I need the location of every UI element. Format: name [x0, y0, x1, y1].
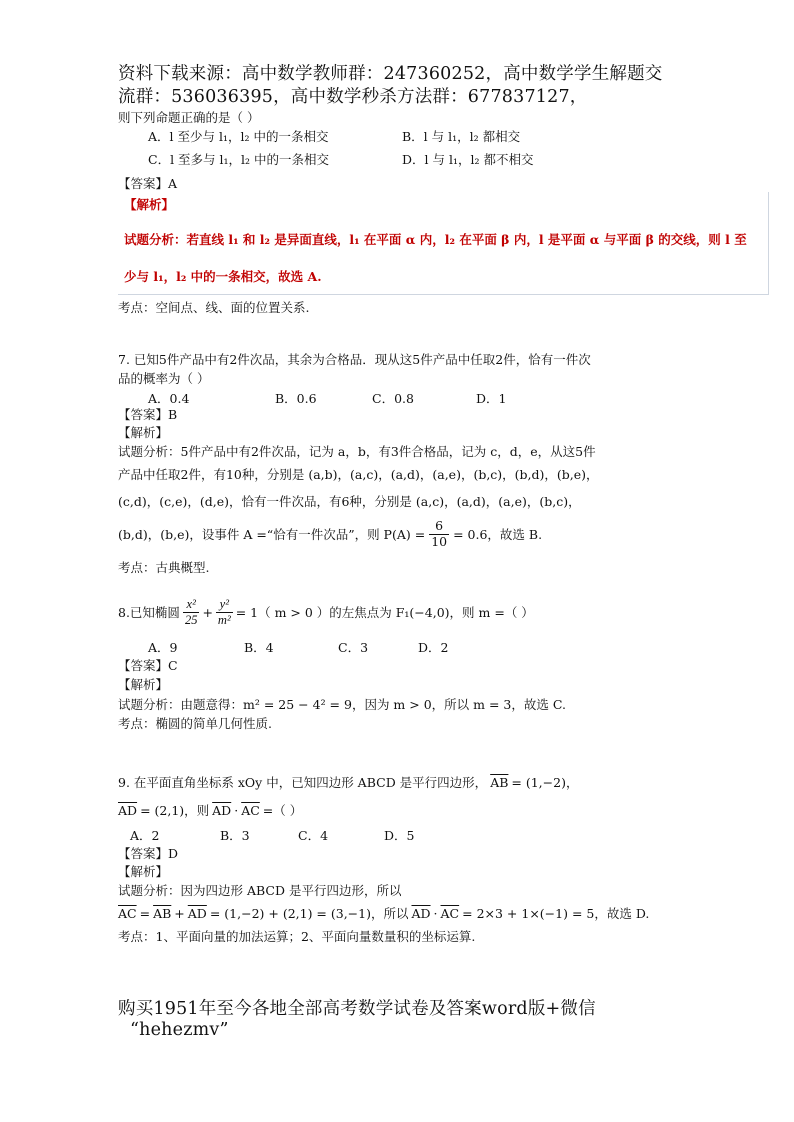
q9-vector-ad: $\overline{AD}$ [118, 802, 138, 818]
q8-answer: 【答案】C [118, 658, 178, 673]
q7-line-4-result: = 0.6，故选 B. [453, 527, 543, 542]
q7-fraction-numerator: 6 [429, 520, 449, 535]
q9-vector-ab-value: = (1,−2)， [511, 775, 579, 790]
q6-stem: 则下列命题正确的是（ ） [118, 110, 260, 125]
q9-l2-vector-ac-2: $\overline{AC}$ [440, 905, 460, 921]
q7-line-4-text: (b,d)，(b,e)，设事件 A =“恰有一件次品”，则 P(A) = [118, 527, 426, 542]
q6-option-c: C．l 至多与 l₁，l₂ 中的一条相交 [148, 152, 330, 167]
q9-option-b: B．3 [220, 828, 250, 843]
q7-stem-line-1: 7. 已知5件产品中有2件次品，其余为合格品．现从这5件产品中任取2件，恰有一件次 [118, 352, 591, 367]
q6-answer: 【答案】A [118, 176, 178, 191]
q8-fraction-y-denominator: m² [217, 612, 231, 627]
q9-kaodian: 考点：1、平面向量的加法运算；2、平面向量数量积的坐标运算. [118, 929, 476, 944]
q9-l2-vector-ac: $\overline{AC}$ [118, 905, 137, 921]
q7-answer: 【答案】B [118, 407, 178, 422]
q7-analysis-line-3: (c,d)，(c,e)，(d,e)，恰有一件次品，有6种，分别是 (a,c)，(a,d)，(a,e)，(b,c)， [118, 494, 581, 509]
q7-analysis-line-2: 产品中任取2件，有10种，分别是 (a,b)，(a,c)，(a,d)，(a,e)，(b,c)，(b,d)，(b,e)， [118, 467, 599, 482]
q7-analysis-line-1: 试题分析：5件产品中有2件次品，记为 a，b，有3件合格品，记为 c，d，e，从这5件 [118, 444, 596, 459]
q7-option-d: D．1 [476, 391, 507, 406]
q8-fraction-y-numerator: y² [216, 598, 233, 613]
q8-fraction-y [216, 598, 233, 626]
q8-stem-suffix: = 1（ m > 0 ）的左焦点为 F₁(−4,0)，则 m =（ ） [235, 605, 534, 620]
q7-analysis-title: 【解析】 [118, 425, 169, 440]
q9-l2-sum: = (1,−2) + (2,1) = (3,−1)，所以 [209, 906, 409, 921]
q8-fraction-x-numerator: x² [183, 598, 200, 613]
q9-vector-ac: $\overline{AC}$ [241, 802, 260, 818]
q8-option-c: C．3 [338, 640, 369, 655]
q7-probability-fraction [429, 520, 449, 548]
q8-kaodian: 考点：椭圆的简单几何性质. [118, 716, 272, 731]
q8-option-b: B．4 [244, 640, 274, 655]
q7-option-b: B．0.6 [275, 391, 317, 406]
q7-fraction-denominator: 10 [431, 533, 448, 549]
q9-stem-line-1 [118, 773, 578, 791]
q9-vector-ad-value: = (2,1)，则 [140, 803, 210, 818]
q6-option-b: B．l 与 l₁，l₂ 都相交 [402, 129, 521, 144]
q7-analysis-line-4 [118, 520, 542, 548]
q9-stem-line-2 [118, 801, 302, 819]
q7-stem-line-2: 品的概率为（ ） [118, 371, 210, 386]
q6-kaodian: 考点：空间点、线、面的位置关系. [118, 300, 310, 315]
q9-vector-ab: $\overline{AB}$ [490, 774, 509, 790]
q9-stem-suffix: =（ ） [262, 803, 303, 818]
q9-stem-text: 9. 在平面直角坐标系 xOy 中，已知四边形 ABCD 是平行四边形， [118, 775, 488, 790]
q9-l2-vector-ad: $\overline{AD}$ [187, 905, 207, 921]
q8-fraction-x [183, 598, 200, 626]
footer-line-1: 购买1951年至今各地全部高考数学试卷及答案word版+微信 [118, 999, 596, 1019]
q7-kaodian: 考点：古典概型. [118, 560, 210, 575]
q9-dot-operator: · [234, 802, 239, 818]
q9-option-c: C．4 [298, 828, 329, 843]
header-line-2: 流群：536036395，高中数学秒杀方法群：677837127， [118, 87, 588, 107]
q8-fraction-x-denominator: 25 [184, 612, 198, 627]
q8-plus-sign: + [202, 604, 213, 620]
q9-l2-result: = 2×3 + 1×(−1) = 5，故选 D. [462, 906, 650, 921]
q9-analysis-line-2 [118, 904, 649, 922]
q9-l2-dot: · [433, 905, 438, 921]
q9-l2-vector-ab: $\overline{AB}$ [153, 905, 172, 921]
q8-option-a: A．9 [148, 640, 178, 655]
q9-answer: 【答案】D [118, 846, 179, 861]
q8-stem-prefix: 8.已知椭圆 [118, 605, 180, 620]
q8-analysis-title: 【解析】 [118, 677, 169, 692]
q6-analysis-line-1: 试题分析：若直线 l₁ 和 l₂ 是异面直线，l₁ 在平面 α 内，l₂ 在平面 β 内，l 是平面 α 与平面 β 的交线，则 l 至 [124, 232, 747, 247]
q6-analysis-title: 【解析】 [124, 197, 175, 212]
q9-l2-vector-ad-2: $\overline{AD}$ [411, 905, 431, 921]
q8-option-d: D．2 [418, 640, 449, 655]
q8-analysis-line-1: 试题分析：由题意得：m² = 25 − 4² = 9，因为 m > 0，所以 m = 3，故选 C. [118, 697, 566, 712]
q6-analysis-line-2: 少与 l₁，l₂ 中的一条相交，故选 A. [124, 269, 322, 284]
q9-vector-ad-2: $\overline{AD}$ [212, 802, 232, 818]
header-line-1: 资料下载来源：高中数学教师群：247360252，高中数学学生解题交 [118, 64, 663, 84]
q9-l2-equals: = [139, 905, 151, 921]
q6-option-a: A．l 至少与 l₁，l₂ 中的一条相交 [148, 129, 329, 144]
q9-option-a: A．2 [130, 828, 160, 843]
q9-option-d: D．5 [384, 828, 415, 843]
q8-stem [118, 598, 534, 626]
footer-line-2: “hehezmv” [130, 1020, 229, 1040]
q9-analysis-title: 【解析】 [118, 864, 169, 879]
q7-option-c: C．0.8 [372, 391, 414, 406]
q9-analysis-line-1: 试题分析：因为四边形 ABCD 是平行四边形，所以 [118, 883, 402, 898]
q7-option-a: A．0.4 [148, 391, 190, 406]
q6-option-d: D．l 与 l₁，l₂ 都不相交 [402, 152, 534, 167]
q9-l2-plus: + [174, 905, 185, 921]
